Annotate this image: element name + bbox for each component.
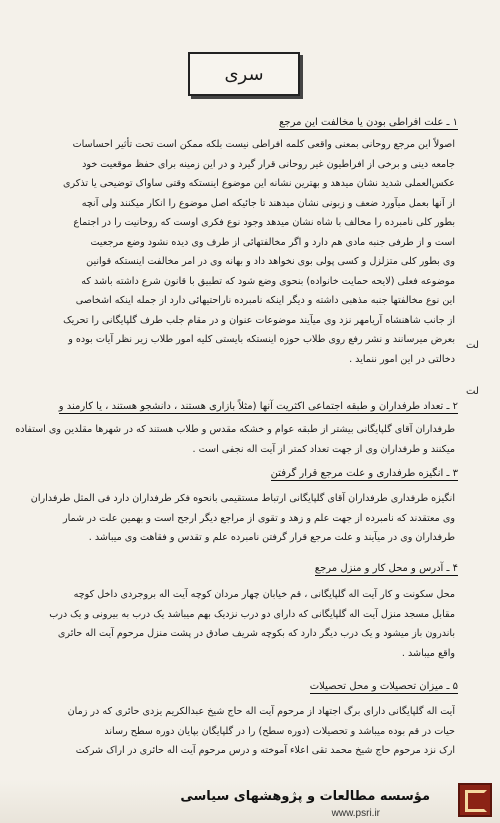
text-line: عکس‌العملی شدید نشان میدهد و بهترین نشانه این موضوع اینستکه وقتی ساواک توضیحی یا تذکری [62, 178, 455, 189]
text-line: باندرون باز میشود و یک درب دیگر دارد که بکوچه شریف صادق در پشت منزل مرحوم آیت اله حائری [57, 628, 455, 639]
text-line: وی بطور کلی متزلزل و کسی پولی بوی نخواهد داد و بهانه وی در امر مخالفت اینستکه قوانین [86, 256, 455, 267]
text-line: دخالتی در این امور ننماید . [349, 353, 455, 365]
text-line: است و از طرفی جنبه مادی هم دارد و اگر مخالفتهائی از طرف وی دیده نشود وضع مرجعیت [90, 236, 455, 248]
text-line: بعرض میرسانند و نشر رفع روی طلاب حوزه اینستکه بایستی کلیه امور طلاب زیر نظر آیات بوده و [68, 334, 455, 345]
text-line: این نوع مخالفتها جنبه مذهبی داشته و دیگر اینکه نامبرده ناراحتیهائی دارد از جمله اینکه اشخاصی [75, 295, 455, 306]
margin-mark: لت [466, 386, 479, 397]
section-body-2 [8, 420, 455, 459]
text-line: میکنند و طرفداران وی از جهت تعداد کمتر از آیت اله نجفی است . [192, 443, 455, 455]
text-line: طرفداران وی در میآیند و علت مرجع قرار گرفتن نامبرده علم و تقدس و فقاهت وی میباشد . [88, 532, 455, 543]
section-heading-4 [8, 562, 458, 576]
watermark-url: www.psri.ir [331, 808, 380, 819]
text-line: اصولاً این مرجع روحانی بمعنی واقعی کلمه افراطی نیست بلکه ممکن است تحت تأثیر احساسات [72, 139, 455, 150]
text-line: وی معتقدند که نامبرده از جهت علم و زهد و تقوی از مراجع دیگر ارجح است و بهمین علت در شمار [62, 512, 455, 524]
watermark-org-name: مؤسسه مطالعات و پژوهشهای سیاسی [180, 789, 430, 804]
text-line: حیات در قم بوده میباشد و تحصیلات (دوره سطح) را در گلپایگان بپایان دوره سطح رساند [104, 725, 455, 737]
text-line: جامعه دینی و برخی از افراطیون غیر روحانی قرار گیرد و در این زمینه برای حفظ موقعیت خود [82, 158, 455, 170]
section-body-1 [8, 135, 455, 369]
text-line: آیت اله گلپایگانی دارای برگ اجتهاد از مرحوم آیت اله حاج شیخ عبدالکریم یزدی حائری که در زمان [67, 706, 455, 717]
section-label: ۴ ـ آدرس و محل کار و منزل مرجع [314, 563, 458, 574]
section-heading-2 [8, 400, 458, 414]
section-body-3 [8, 489, 455, 548]
section-body-4 [8, 585, 455, 663]
text-line: انگیزه طرفداری طرفداران آقای گلپایگانی ارتباط مستقیمی بانحوه فکر طرفداران دارد فی المثل طرفداران [30, 493, 455, 504]
section-label: ۲ ـ تعداد طرفداران و طبقه اجتماعی اکثریت آنها (مثلاً بازاری هستند ، دانشجو هستند ، یا کارمند و [58, 401, 458, 412]
margin-mark: لت [466, 340, 479, 351]
text-line: بطور کلی نامبرده را مخالف با شاه نشان میدهد وجود نوع فکری اوست که روحانیت را در اجتماع [73, 217, 455, 228]
section-heading-3 [8, 467, 458, 481]
section-label: ۵ ـ میزان تحصیلات و محل تحصیلات [309, 681, 458, 692]
section-heading-1 [8, 116, 458, 130]
watermark-band [0, 779, 500, 823]
text-line: محل سکونت و کار آیت اله گلپایگانی ، قم خیابان چهار مردان کوچه آیت اله بروجردی داخل کوچه [73, 589, 455, 600]
text-line: طرفداران آقای گلپایگانی بیشتر از طبقه عوام و خشکه مقدس و طلاب هستند که در شهرها مقلدین وی استفاده [15, 424, 455, 435]
document-title: سری [188, 52, 300, 96]
text-line: از آنها بعمل میآورد ضعف و زبونی نشان میدهند تا جائیکه اصل موضوع را انکار میکنند ولی آنچه [81, 197, 455, 209]
section-label: ۱ ـ علت افراطی بودن یا مخالفت این مرجع [279, 117, 458, 128]
text-line: از جانب شاهنشاه آریامهر نزد وی میآیند موضوعات عنوان و در مقام جلب طرف گلپایگانی را تحریک [63, 314, 455, 326]
institute-logo-icon [458, 783, 492, 817]
section-body-5 [8, 702, 455, 761]
section-label: ۳ ـ انگیزه طرفداری و علت مرجع قرار گرفتن [270, 468, 458, 479]
section-heading-5 [8, 680, 458, 694]
text-line: ارک نزد مرحوم حاج شیخ محمد تقی اعلاء آموخته و درس مرحوم آیت اله حائری در اراک شرکت [75, 745, 455, 756]
text-line: مقابل مسجد منزل آیت اله گلپایگانی که دارای دو درب نزدیک بهم میباشد یک درب به بیرونی و یک درب [49, 608, 455, 620]
text-line: واقع میباشد . [401, 647, 455, 659]
text-line: موضوعه فعلی (لایحه حمایت خانواده) بنحوی وضع شود که تطبیق با قانون شرع داشته باشد که [81, 275, 455, 287]
